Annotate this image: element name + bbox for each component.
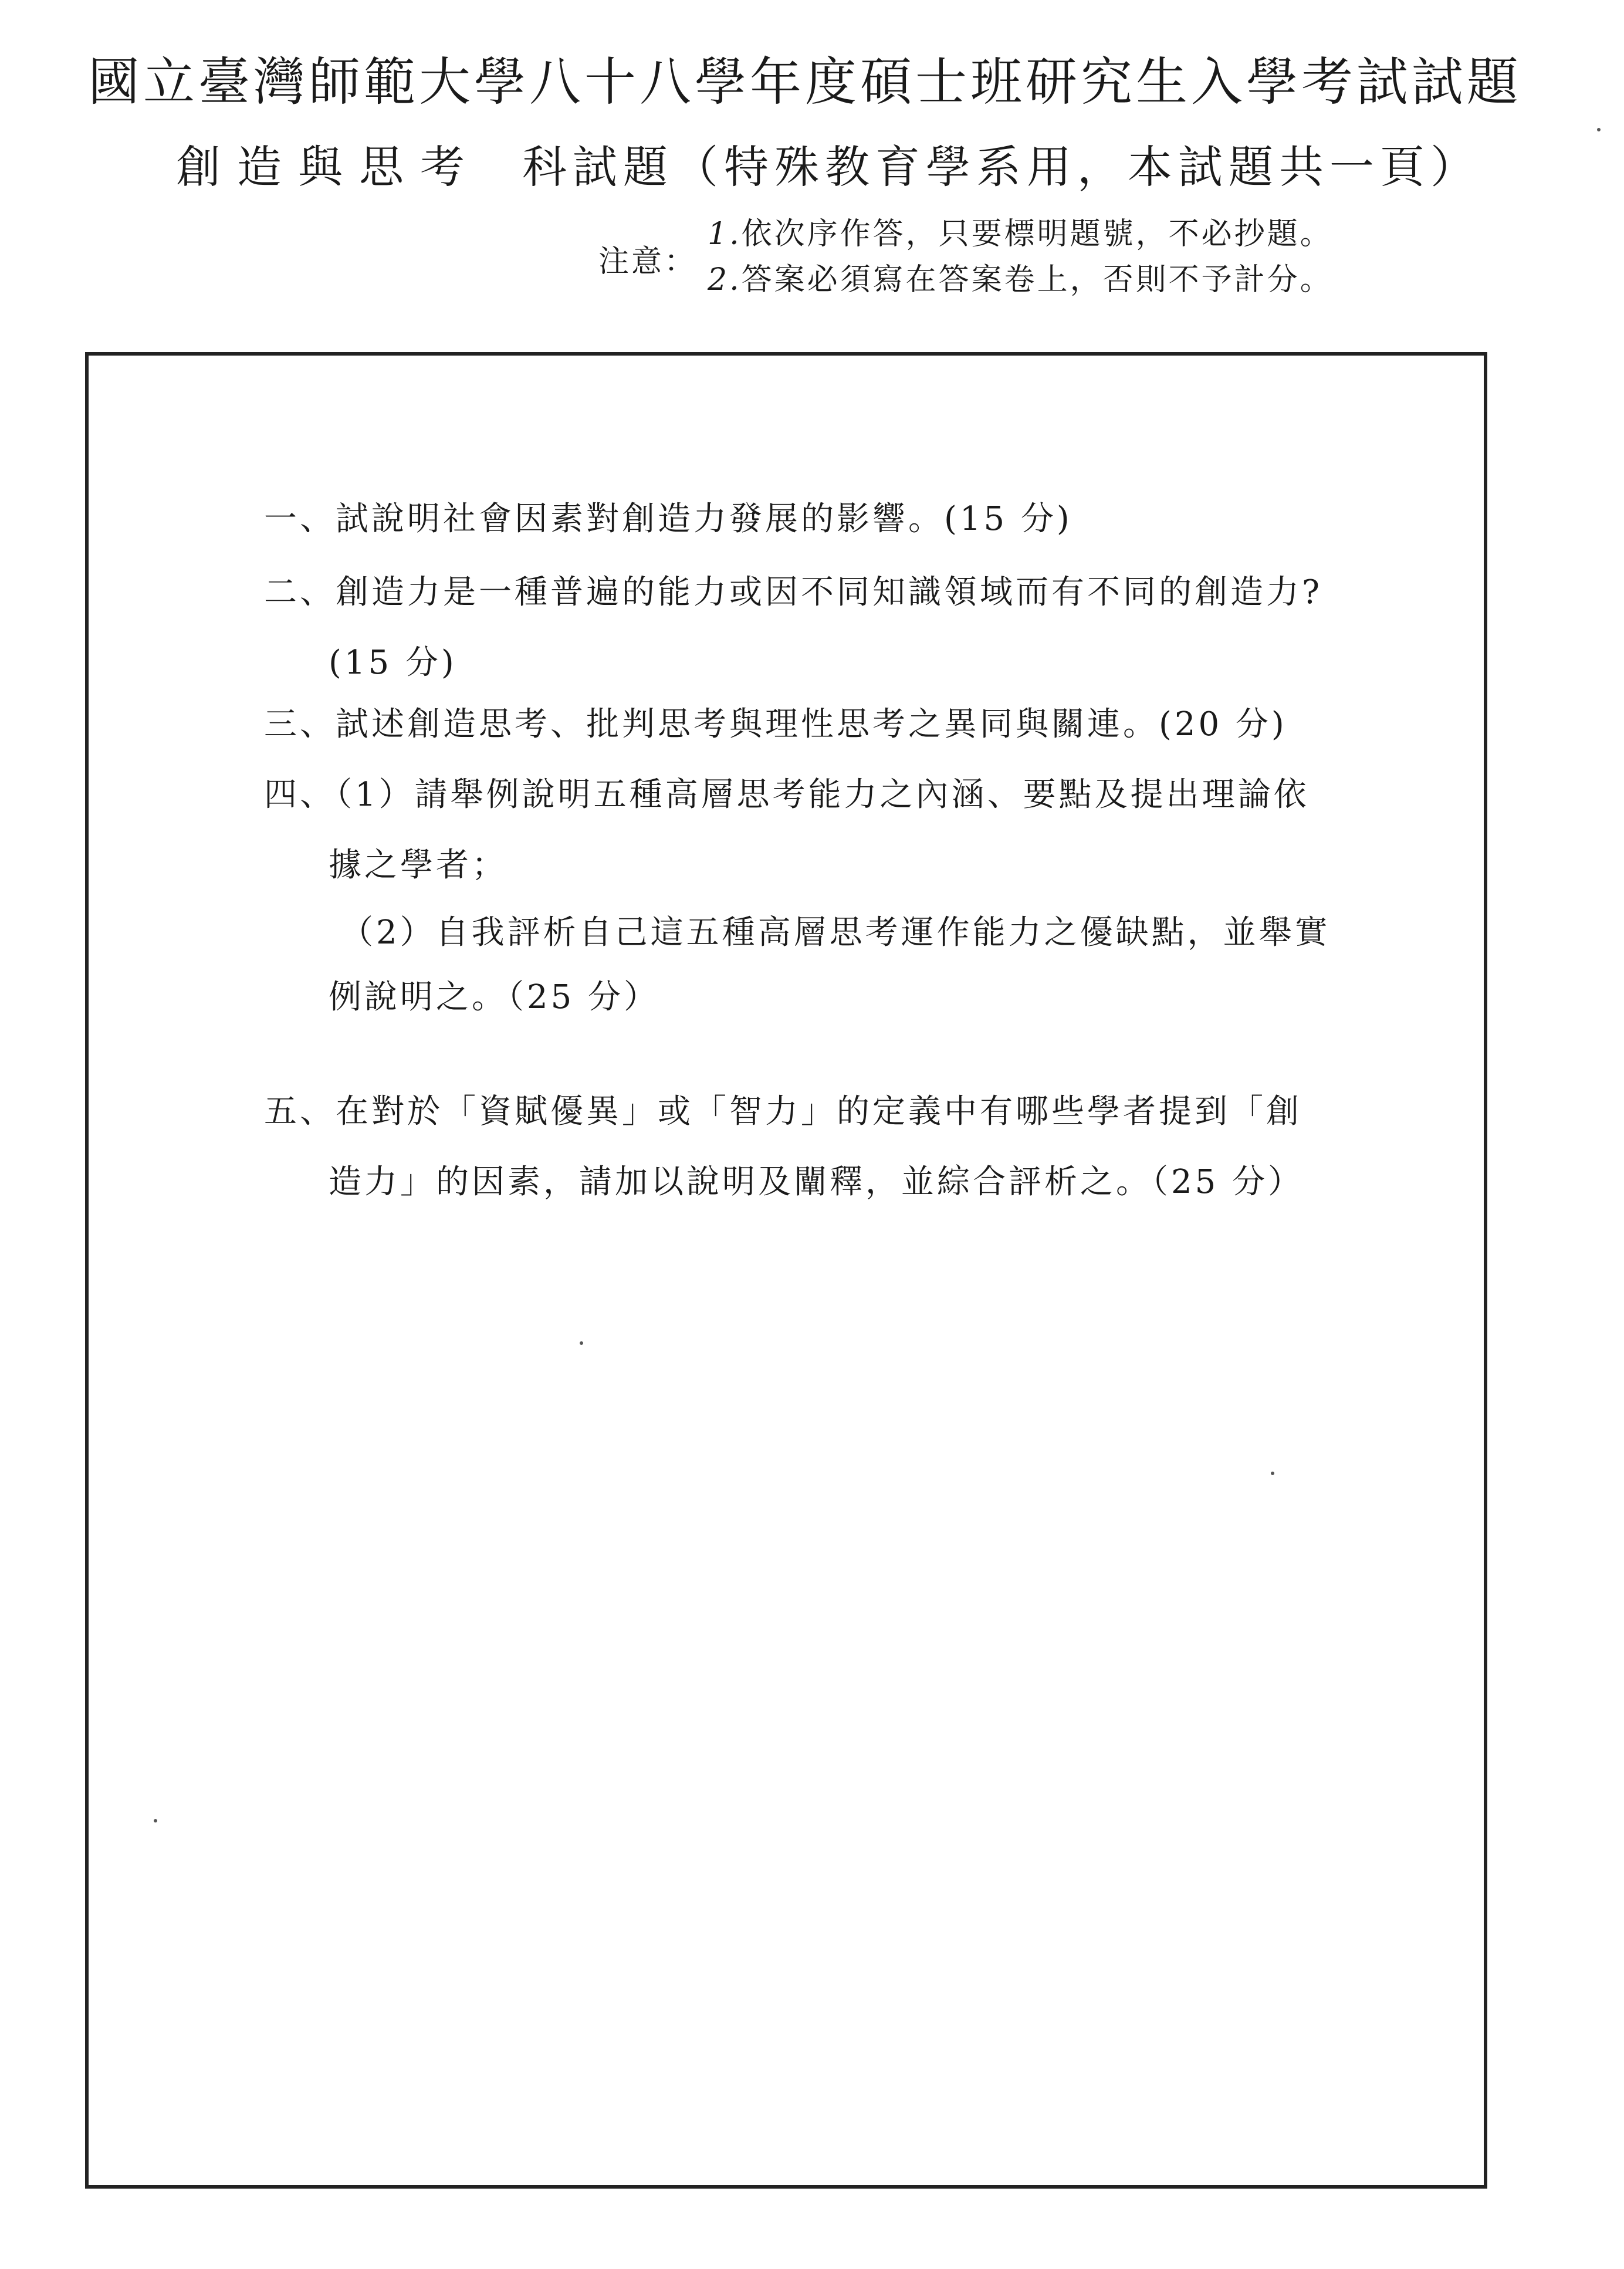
notice-item — [708, 257, 1333, 303]
question-3: 三、試述創造思考、批判思考與理性思考之異同與關連。(20 分) — [264, 705, 1287, 743]
scan-speck — [580, 1341, 583, 1345]
notice-item-text: 答案必須寫在答案卷上，否則不予計分。 — [741, 262, 1333, 297]
question-5-continued: 造力」的因素，請加以說明及闡釋，並綜合評析之。（25 分） — [329, 1163, 1304, 1201]
notice-item — [708, 211, 1333, 257]
subject-name: 創造與思考 — [176, 141, 481, 193]
subtitle-detail: 科試題（特殊教育學系用，本試題共一頁） — [522, 141, 1481, 193]
question-4-part-2: （2）自我評析自己這五種高層思考運作能力之優缺點，並舉實 — [340, 914, 1331, 952]
notice-item-number: 2. — [708, 262, 742, 297]
notice-items — [708, 211, 1333, 303]
notice-item-text: 依次序作答，只要標明題號，不必抄題。 — [741, 217, 1333, 252]
question-4-part-2-continued: 例說明之。（25 分） — [329, 978, 660, 1016]
question-1: 一、試說明社會因素對創造力發展的影響。(15 分) — [264, 500, 1072, 538]
scan-speck — [154, 1819, 157, 1822]
question-2-continued: (15 分) — [329, 644, 457, 682]
scan-speck — [1597, 128, 1601, 131]
notice-label: 注意： — [598, 244, 698, 279]
question-4-part-1-continued: 據之學者； — [329, 846, 508, 884]
question-2: 二、創造力是一種普遍的能力或因不同知識領域而有不同的創造力? — [264, 573, 1323, 611]
question-5: 五、在對於「資賦優異」或「智力」的定義中有哪些學者提到「創 — [264, 1093, 1302, 1131]
page-title: 國立臺灣師範大學八十八學年度碩士班研究生入學考試試題 — [88, 52, 1522, 112]
question-4-part-1: 四、（1）請舉例說明五種高層思考能力之內涵、要點及提出理論依 — [264, 776, 1310, 814]
question-frame — [85, 352, 1487, 2189]
notice-block — [598, 211, 1390, 305]
scan-speck — [1271, 1472, 1274, 1475]
notice-item-number: 1. — [708, 217, 742, 252]
exam-subtitle — [176, 135, 1481, 199]
